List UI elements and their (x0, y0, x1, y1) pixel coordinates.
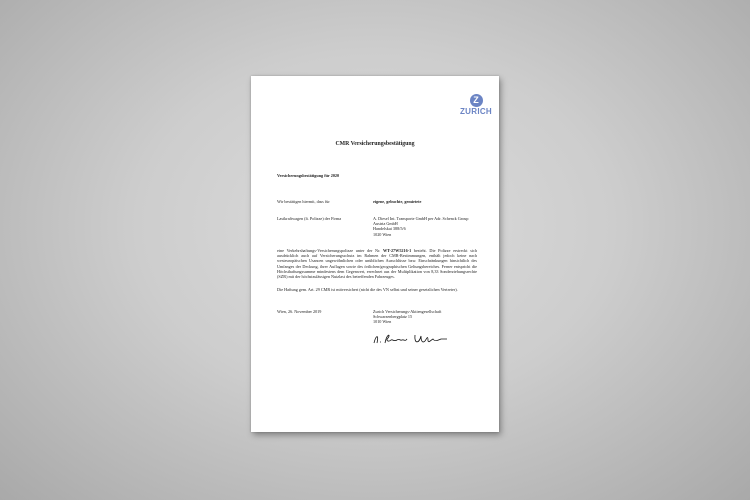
issuer-line: Zurich Versicherungs-Aktiengesellschaft (373, 309, 442, 314)
signature (371, 332, 451, 346)
policy-number: WT-27W5216-1 (382, 248, 412, 253)
issue-date: Wien, 26. November 2019 (277, 309, 322, 314)
liability-note: Die Haftung gem. Art. 29 CMR ist mitversichert (nicht die des VN selbst und seiner gesetzlichen Vertreter). (277, 287, 458, 292)
issuer-line: 1010 Wien (373, 319, 392, 325)
paragraph-text: eine Verkehrshaftungs-Versicherungspolizze unter der Nr. (277, 248, 383, 253)
address-line: A. Diesel Int. Transporte GmbH per Adr. Schenck Group (373, 216, 469, 221)
address-line: Austria GmbH (373, 221, 398, 227)
issuer-line: Schwarzenbergplatz 15 (373, 314, 413, 320)
company-label: Lastkraftwagen (lt. Polizze) der Firma (277, 216, 342, 221)
document-page (251, 76, 499, 432)
company-address (373, 216, 469, 237)
zurich-logo-mark: Z (470, 94, 483, 107)
paragraph-text: besteht. Die Polizze erstreckt sich ausdrücklich auch auf Versicherungsschutz im Rahmen der CMR-Bestimmungen, enthält jedoch keine nach westeuropäischen Usancen ungewöhnlichen oder unüblichen Ausschlüsse bzw. Einschränkungen hinsichtlich des Umfanges der Deckung, ihrer Auflagen sowie des örtlichen/geographischen Geltungsbereiches. Ferner entspricht die Höchsthaftungssumme mindestens dem Gegenwert, errechnet aus der Multiplikation von 8,33 Sonderziehungsrechte (SZR) mit der höchstzulässigen Nutzlast des betreffenden Fahrzeuges. (277, 248, 477, 280)
document-title: CMR Versicherungsbestätigung (335, 141, 415, 147)
issuer-address (373, 309, 441, 325)
document-subtitle: Versicherungsbestätigung für 2020 (277, 173, 340, 178)
policy-paragraph (277, 248, 477, 279)
address-line: 1020 Wien (373, 231, 392, 237)
address-line: Handelskai 388/5/6 (373, 226, 406, 232)
zurich-logo (456, 94, 496, 116)
confirm-label: Wir bestätigen hiermit, dass für (277, 199, 330, 204)
zurich-logo-text: ZURICH (459, 107, 493, 116)
confirm-value: eigene, gebuchte, gemietete (373, 199, 422, 204)
